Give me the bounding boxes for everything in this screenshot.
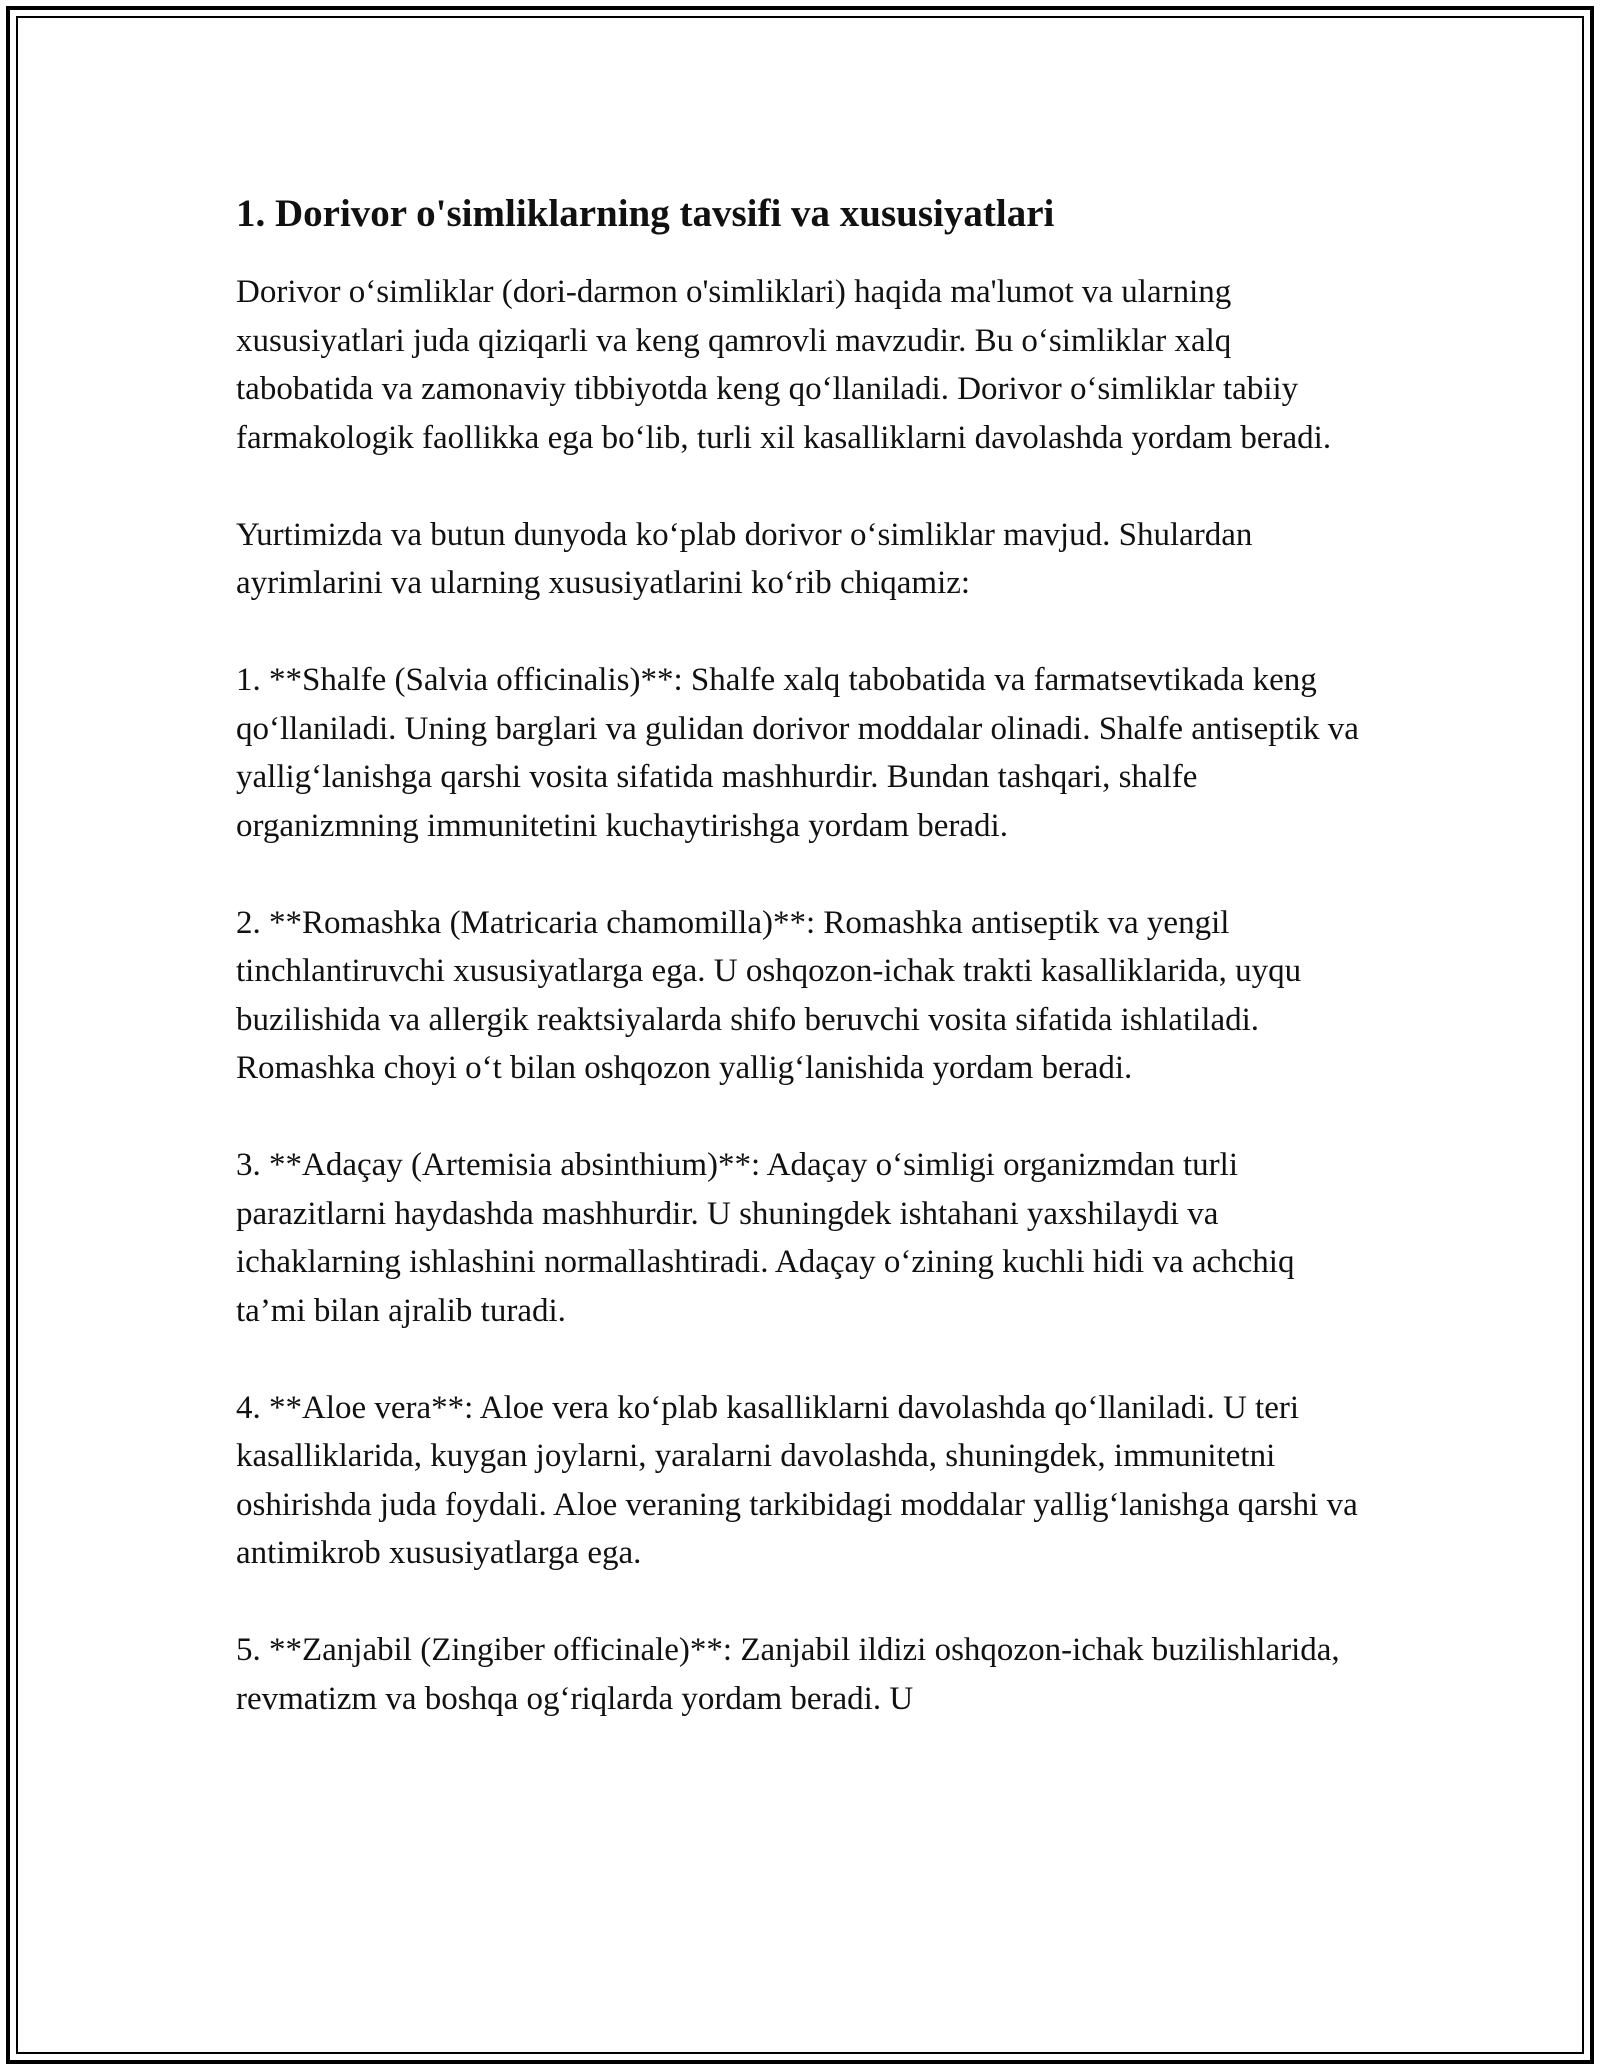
document-body [236, 186, 1366, 1723]
paragraph-intro: Dorivor o‘simliklar (dori-darmon o'simliklari) haqida ma'lumot va ularning xususiyatlari juda qiziqarli va keng qamrovli mavzudir. Bu o‘simliklar xalq tabobatida va zamonaviy tibbiyotda keng qo‘llaniladi. Dorivor o‘simliklar tabiiy farmakologik faollikka ega bo‘lib, turli xil kasalliklarni davolashda yordam beradi. [236, 274, 1332, 456]
list-item-shalfe: 1. **Shalfe (Salvia officinalis)**: Shalfe xalq tabobatida va farmatsevtikada keng qo‘llaniladi. Uning barglari va gulidan dorivor moddalar olinadi. Shalfe antiseptik va yallig‘lanishga qarshi vosita sifatida mashhurdir. Bundan tashqari, shalfe organizmning immunitetini kuchaytirishga yordam beradi. [236, 662, 1359, 844]
document-title: 1. Dorivor o'simliklarning tavsifi va xususiyatlari [236, 192, 1055, 235]
paragraph-overview: Yurtimizda va butun dunyoda ko‘plab dorivor o‘simliklar mavjud. Shulardan ayrimlarini va ularning xususiyatlarini ko‘rib chiqamiz: [236, 516, 1253, 601]
list-item-aloe-vera: 4. **Aloe vera**: Aloe vera ko‘plab kasalliklarni davolashda qo‘llaniladi. U teri kasalliklarida, kuygan joylarni, yaralarni davolashda, shuningdek, immunitetni oshirishda juda foydali. Aloe veraning tarkibidagi moddalar yallig‘lanishga qarshi va antimikrob xususiyatlarga ega. [236, 1389, 1358, 1571]
list-item-zanjabil: 5. **Zanjabil (Zingiber officinale)**: Zanjabil ildizi oshqozon-ichak buzilishlarida, revmatizm va boshqa og‘riqlarda yordam beradi. U [236, 1632, 1340, 1717]
list-item-romashka: 2. **Romashka (Matricaria chamomilla)**: Romashka antiseptik va yengil tinchlantiruvchi xususiyatlarga ega. U oshqozon-ichak trakti kasalliklarida, uyqu buzilishida va allergik reaktsiyalarda shifo beruvchi vosita sifatida ishlatiladi. Romashka choyi o‘t bilan oshqozon yallig‘lanishida yordam beradi. [236, 904, 1302, 1086]
list-item-adacay: 3. **Adaçay (Artemisia absinthium)**: Adaçay o‘simligi organizmdan turli parazitlarni haydashda mashhurdir. U shuningdek ishtahani yaxshilaydi va ichaklarning ishlashini normallashtiradi. Adaçay o‘zining kuchli hidi va achchiq ta’mi bilan ajralib turadi. [236, 1147, 1295, 1329]
